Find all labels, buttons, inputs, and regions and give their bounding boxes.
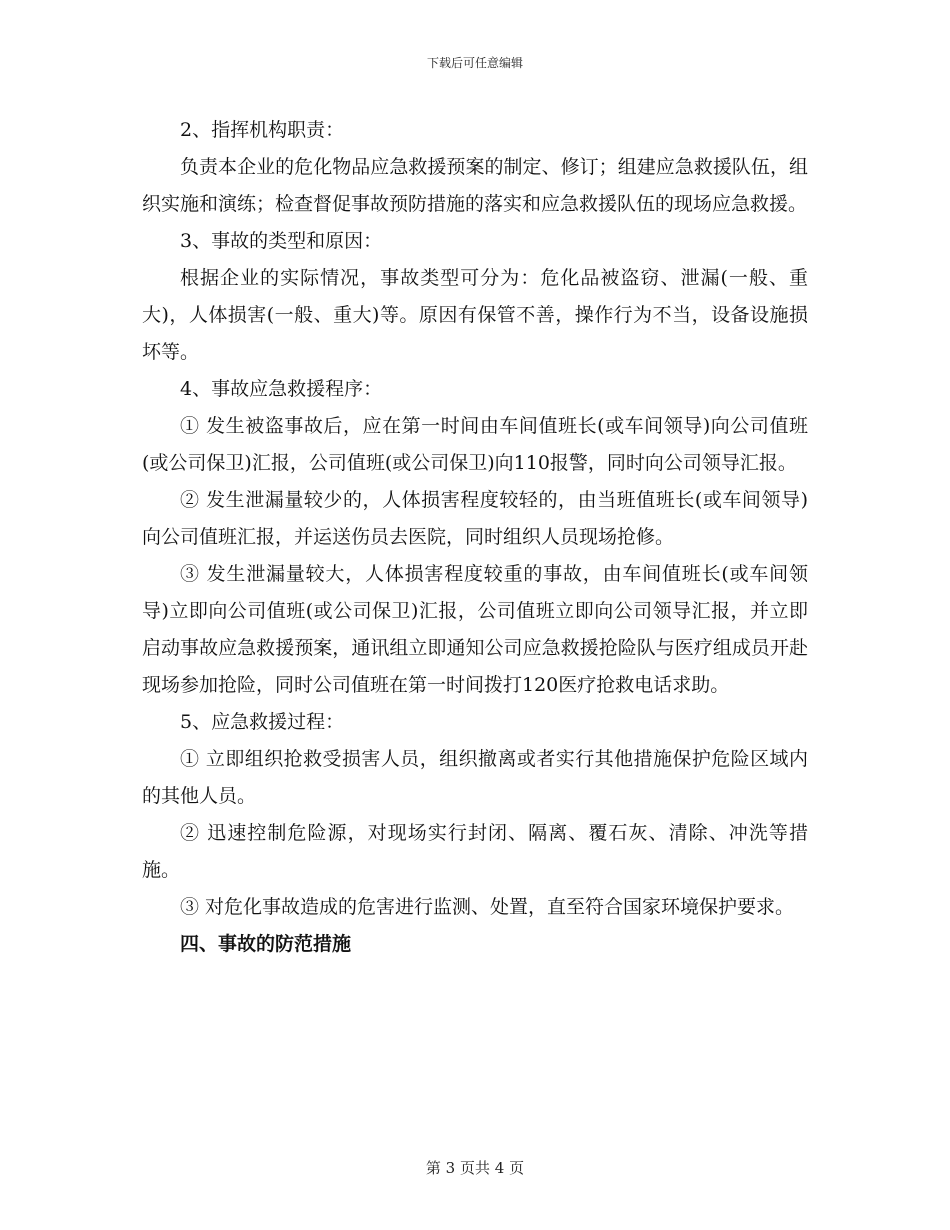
heading-command-duties: 2、指挥机构职责： <box>180 119 345 141</box>
document-body <box>142 112 808 963</box>
paragraph-procedure-theft: ① 发生被盗事故后，应在第一时间由车间值班长(或车间领导)向公司值班(或公司保卫)汇报，公司值班(或公司保卫)向110报警，同时向公司领导汇报。 <box>142 415 808 474</box>
paragraph-rescue-evacuate: ① 立即组织抢救受损害人员，组织撤离或者实行其他措施保护危险区域内的其他人员。 <box>142 748 808 807</box>
paragraph-accident-types: 根据企业的实际情况，事故类型可分为：危化品被盗窃、泄漏(一般、重大)，人体损害(一般、重大)等。原因有保管不善，操作行为不当，设备设施损坏等。 <box>142 267 808 363</box>
paragraph-command-duties: 负责本企业的危化物品应急救援预案的制定、修订；组建应急救援队伍，组织实施和演练；检查督促事故预防措施的落实和应急救援队伍的现场应急救援。 <box>142 156 808 215</box>
page-footer: 第 3 页共 4 页 <box>425 1159 525 1177</box>
page-header: 下载后可任意编辑 <box>426 56 523 70</box>
heading-emergency-procedure: 4、事故应急救援程序： <box>180 378 383 400</box>
paragraph-procedure-major-leak: ③ 发生泄漏量较大，人体损害程度较重的事故，由车间值班长(或车间领导)立即向公司值班(或公司保卫)汇报，公司值班立即向公司领导汇报，并立即启动事故应急救援预案，通讯组立即通知公司应急救援抢险队与医疗组成员开赴现场参加抢险，同时公司值班在第一时间拨打120医疗抢救电话求助。 <box>142 563 808 696</box>
heading-rescue-process: 5、应急救援过程： <box>180 711 345 733</box>
paragraph-procedure-minor-leak: ② 发生泄漏量较少的，人体损害程度较轻的，由当班值班长(或车间领导)向公司值班汇报，并运送伤员去医院，同时组织人员现场抢修。 <box>142 489 808 548</box>
heading-accident-types: 3、事故的类型和原因： <box>180 230 383 252</box>
heading-prevention-measures: 四、事故的防范措施 <box>180 933 352 955</box>
paragraph-rescue-monitor: ③ 对危化事故造成的危害进行监测、处置，直至符合国家环境保护要求。 <box>180 896 795 918</box>
paragraph-rescue-control: ② 迅速控制危险源，对现场实行封闭、隔离、覆石灰、清除、冲洗等措施。 <box>142 822 808 881</box>
